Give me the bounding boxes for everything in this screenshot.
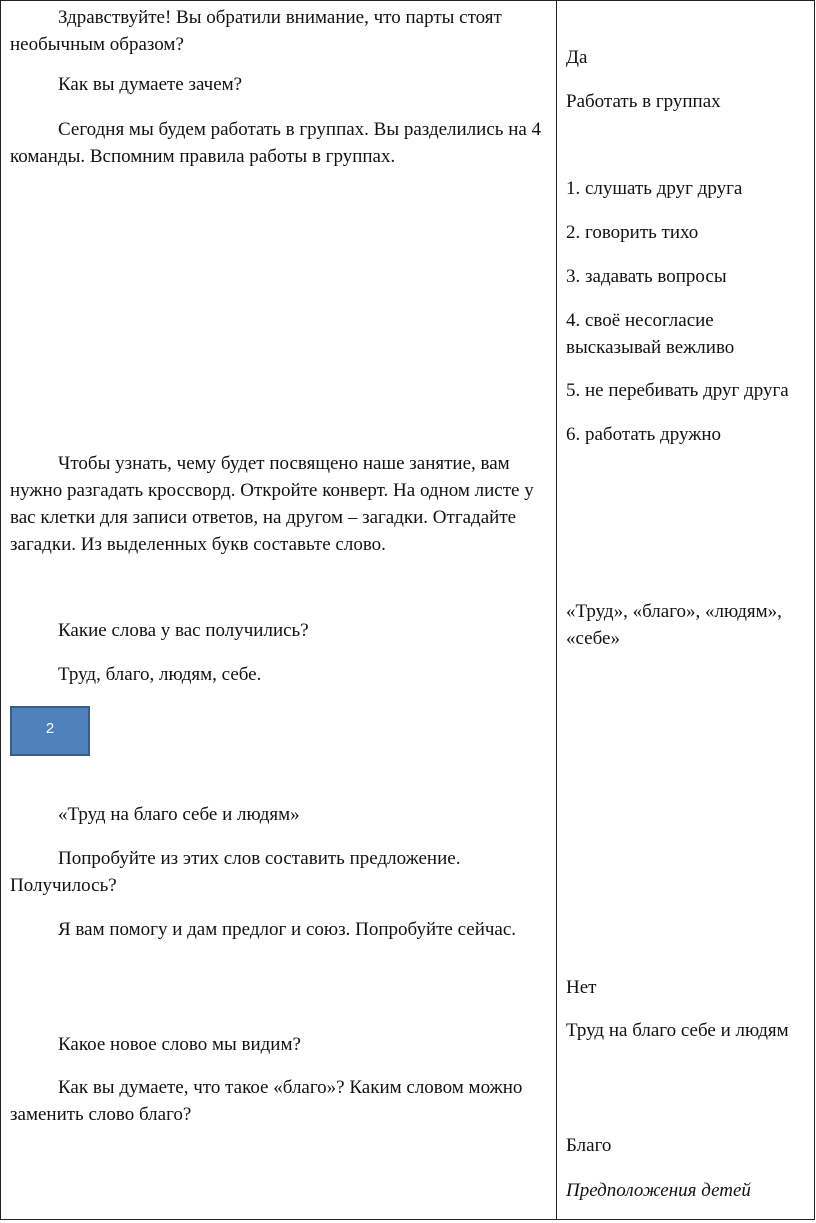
teacher-crossword-task: Чтобы узнать, чему будет посвящено наше занятие, вам нужно разгадать кроссворд. Откройте конверт. На одном листе у вас клетки для записи ответов, на другом – загадки. Отгадайте загадки. Из выделенных букв составьте слово. <box>10 453 534 555</box>
rule-item: 4. своё несогласие высказывай вежливо <box>566 310 735 358</box>
teacher-blago-question: Как вы думаете, что такое «благо»? Каким словом можно заменить слово благо? <box>10 1077 523 1125</box>
rule-item: 1. слушать друг друга <box>566 178 743 199</box>
answer-words: «Труд», «благо», «людям», «себе» <box>566 601 782 649</box>
rule-item: 6. работать дружно <box>566 424 722 445</box>
lesson-topic: «Труд на благо себе и людям» <box>58 804 300 825</box>
answer-no: Нет <box>566 977 597 998</box>
column-divider <box>556 0 557 1220</box>
teacher-greeting: Здравствуйте! Вы обратили внимание, что парты стоят необычным образом? <box>10 7 502 55</box>
rule-item: 5. не перебивать друг друга <box>566 380 789 401</box>
teacher-groups-intro: Сегодня мы будем работать в группах. Вы разделились на 4 команды. Вспомним правила работы в группах. <box>10 119 542 167</box>
words-answer: Труд, благо, людям, себе. <box>58 664 262 685</box>
teacher-help: Я вам помогу и дам предлог и союз. Попробуйте сейчас. <box>58 919 517 940</box>
rule-item: 3. задавать вопросы <box>566 266 727 287</box>
answer-blago: Благо <box>566 1135 612 1156</box>
answer-sentence: Труд на благо себе и людям <box>566 1020 789 1041</box>
rule-item: 2. говорить тихо <box>566 222 699 243</box>
slide-number-button[interactable]: 2 <box>10 706 90 756</box>
teacher-question-words: Какие слова у вас получились? <box>58 620 309 641</box>
teacher-sentence-task: Попробуйте из этих слов составить предложение. Получилось? <box>10 848 461 896</box>
answer-children-guesses: Предположения детей <box>566 1180 751 1201</box>
teacher-question-why: Как вы думаете зачем? <box>58 74 243 95</box>
answer-work-in-groups: Работать в группах <box>566 91 721 112</box>
answer-yes: Да <box>566 47 588 68</box>
teacher-new-word-question: Какое новое слово мы видим? <box>58 1034 301 1055</box>
